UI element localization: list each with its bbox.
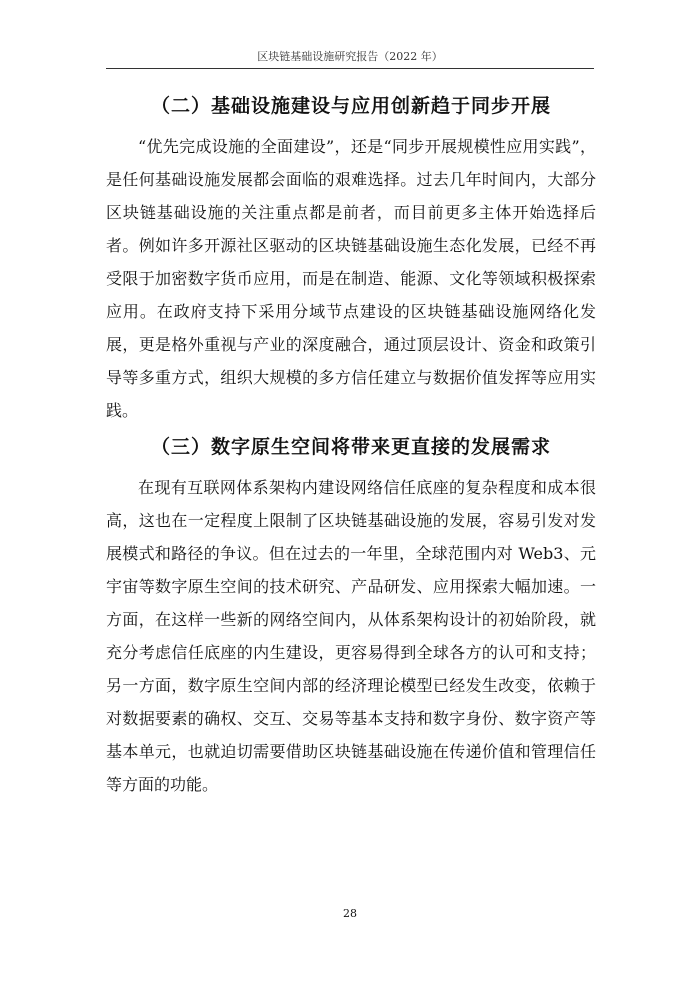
page-number: 28 [343, 907, 357, 920]
section-heading-3: （三）数字原生空间将带来更直接的发展需求 [150, 436, 551, 458]
section-paragraph-3: 在现有互联网体系架构内建设网络信任底座的复杂程度和成本很高，这也在一定程度上限制了区块链基础设施的发展，容易引发对发展模式和路径的争议。但在过去的一年里，全球范围内对 Web3、元宇宙等数字原生空间的技术研究、产品研发、应用探索大幅加速。一方面，在这样一些新的网络空间内，从体系架构设计的初始阶段，就充分考虑信任底座的内生建设，更容易得到全球各方的认可和支持；另一方面，数字原生空间内部的经济理论模型已经发生改变，依赖于对数据要素的确权、交互、交易等基本支持和数字身份、数字资产等基本单元，也就迫切需要借助区块链基础设施在传递价值和管理信任等方面的功能。 [106, 478, 596, 794]
section-heading-2: （二）基础设施建设与应用创新趋于同步开展 [150, 95, 551, 117]
section-paragraph-2: “优先完成设施的全面建设”，还是“同步开展规模性应用实践”，是任何基础设施发展都会面临的艰难选择。过去几年时间内，大部分区块链基础设施的关注重点都是前者，而目前更多主体开始选择后者。例如许多开源社区驱动的区块链基础设施生态化发展，已经不再受限于加密数字货币应用，而是在制造、能源、文化等领域积极探索应用。在政府支持下采用分域节点建设的区块链基础设施网络化发展，更是格外重视与产业的深度融合，通过顶层设计、资金和政策引导等多重方式，组织大规模的多方信任建立与数据价值发挥等应用实践。 [106, 137, 596, 420]
page-body [106, 92, 596, 801]
running-header: 区块链基础设施研究报告（2022 年） [106, 48, 594, 69]
